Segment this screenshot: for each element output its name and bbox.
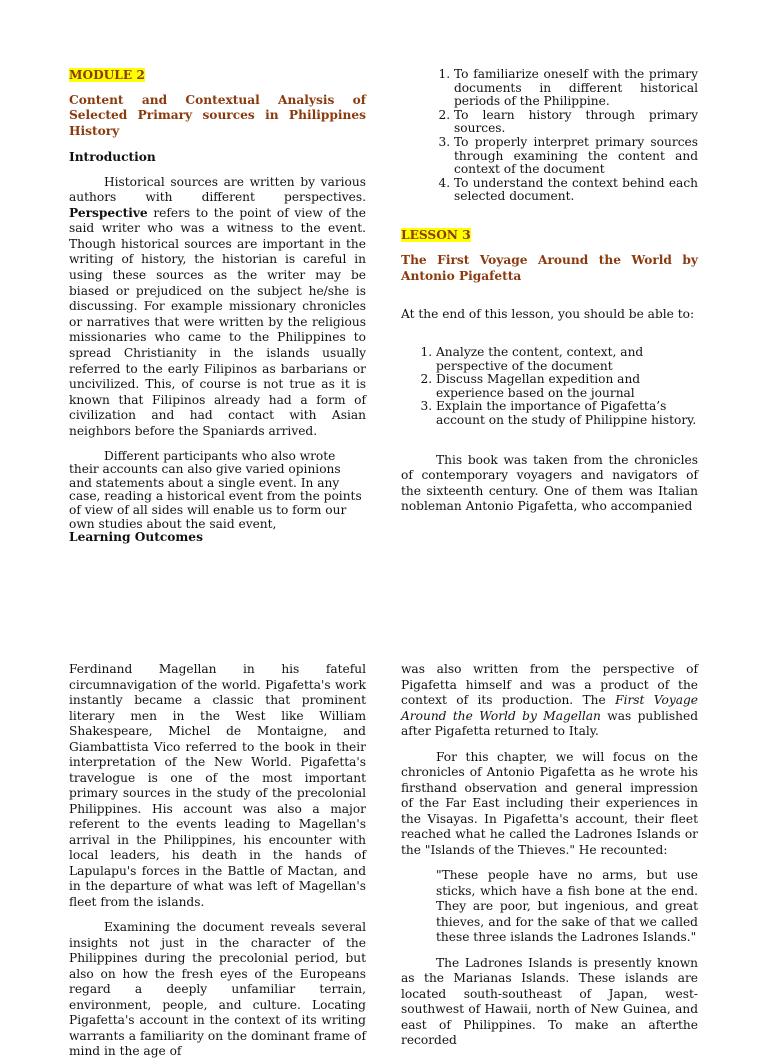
magellan-paragraph: Ferdinand Magellan in his fateful circumnavigation of the world. Pigafetta's work instantly became a classic that prominent literary men in the West like William Shakespeare, Michel de Montaigne, and Giambattista Vico referred to the book in their interpretation of the New World. Pigafetta's travelogue is one of the most important primary sources in the study of the precolonial Philippines. His account was also a major referent to the events leading to Magellan's arrival in the Philippines, his encounter with local leaders, his death in the hands of Lapulapu's forces in the Battle of Mactan, and in the departure of what was left of Magellan's fleet from the islands. <box>69 662 366 909</box>
intro-text-b: refers to the point of view of the said writer who was a witness to the event. Though historical sources are important in the writing of history, the historian is careful in using these sources as the writer may be biased or prejudiced on the subject he/she is discussing. For example missionary chronicles or narratives that were written by the religious missionaries who came to the Philippines to spread Christianity in the islands usually referred to the early Filipinos as barbarians or uncivilized. This, of course is not true as it is known that Filipinos already had a form of civilization and had contact with Asian neighbors before the Spaniards arrived. <box>69 205 366 438</box>
chapter-focus-paragraph: For this chapter, we will focus on the chronicles of Antonio Pigafetta as he wrote his firsthand observation and general impression of the Far East including their experiences in the Visayas. In Pigafetta's account, their fleet reached what he called the Ladrones Islands or the "Islands of the Thieves." He recounted: <box>401 749 698 857</box>
intro-paragraph-1 <box>69 175 366 440</box>
ladrones-paragraph: The Ladrones Islands is presently known as the Marianas Islands. These islands are located south-southeast of Japan, west-southwest of Hawaii, north of New Guinea, and east of Philippines. To make an afterthe recorded <box>401 955 698 1047</box>
objective-item: 1. Analyze the content, context, and perspective of the document <box>436 346 698 373</box>
right-column-top <box>401 68 698 515</box>
objectives-intro: At the end of this lesson, you should be able to: <box>401 307 695 322</box>
module-title: Content and Contextual Analysis of Selected Primary sources in Philippines History <box>69 92 366 138</box>
book-title-italic: First Voyage Around the World by Magellan <box>401 693 698 723</box>
intro-text-a: Historical sources are written by various authors with different perspectives. <box>69 174 366 205</box>
introduction-heading: Introduction <box>69 150 156 164</box>
perspective-term: Perspective <box>69 205 148 220</box>
right-column-bottom <box>401 662 698 1049</box>
perspective-text-a: was also written from the perspective of Pigafetta himself and was a product of the context of its production. The <box>401 662 698 707</box>
lesson-label: LESSON 3 <box>401 227 471 242</box>
outcome-item: 3. To properly interpret primary sources through examining the content and context of the document <box>454 136 698 177</box>
learning-outcomes-list <box>401 68 698 204</box>
book-paragraph: This book was taken from the chronicles of contemporary voyagers and navigators of the sixteenth century. One of them was Italian nobleman Antonio Pigafetta, who accompanied <box>401 452 698 513</box>
perspective-text-b: was published after Pigafetta returned to Italy. <box>401 708 698 738</box>
left-column-top <box>69 68 366 545</box>
objective-item: 3. Explain the importance of Pigafetta’s account on the study of Philippine history. <box>436 400 698 427</box>
outcome-item: 4. To understand the context behind each selected document. <box>454 177 698 204</box>
outcome-item: 2. To learn history through primary sources. <box>454 109 698 136</box>
lesson-title: The First Voyage Around the World by Antonio Pigafetta <box>401 253 698 283</box>
left-column-bottom <box>69 662 366 1060</box>
module-label: MODULE 2 <box>69 68 145 82</box>
outcome-item: 1. To familiarize oneself with the primary documents in different historical periods of the Philippine. <box>454 68 698 109</box>
learning-outcomes-heading: Learning Outcomes <box>69 530 203 545</box>
perspective-paragraph <box>401 662 698 740</box>
pigafetta-quote: "These people have no arms, but use sticks, which have a fish bone at the end. They are poor, but ingenious, and great thieves, and for the sake of that we called these three islands the Ladrones Islands." <box>436 868 698 944</box>
intro-paragraph-2: Different participants who also wrote their accounts can also give varied opinions and statements about a single event. In any case, reading a historical event from the points of view of all sides will enable us to form our own studies about the said event, <box>69 448 362 531</box>
objectives-list <box>401 346 698 428</box>
objective-item: 2. Discuss Magellan expedition and experience based on the journal <box>436 373 698 400</box>
examining-paragraph: Examining the document reveals several insights not just in the character of the Philippines during the precolonial period, but also on how the fresh eyes of the Europeans regard a deeply unfamiliar terrain, environment, people, and culture. Locating Pigafetta's account in the context of its writing warrants a familiarity on the dominant frame of mind in the age of <box>69 920 366 1058</box>
